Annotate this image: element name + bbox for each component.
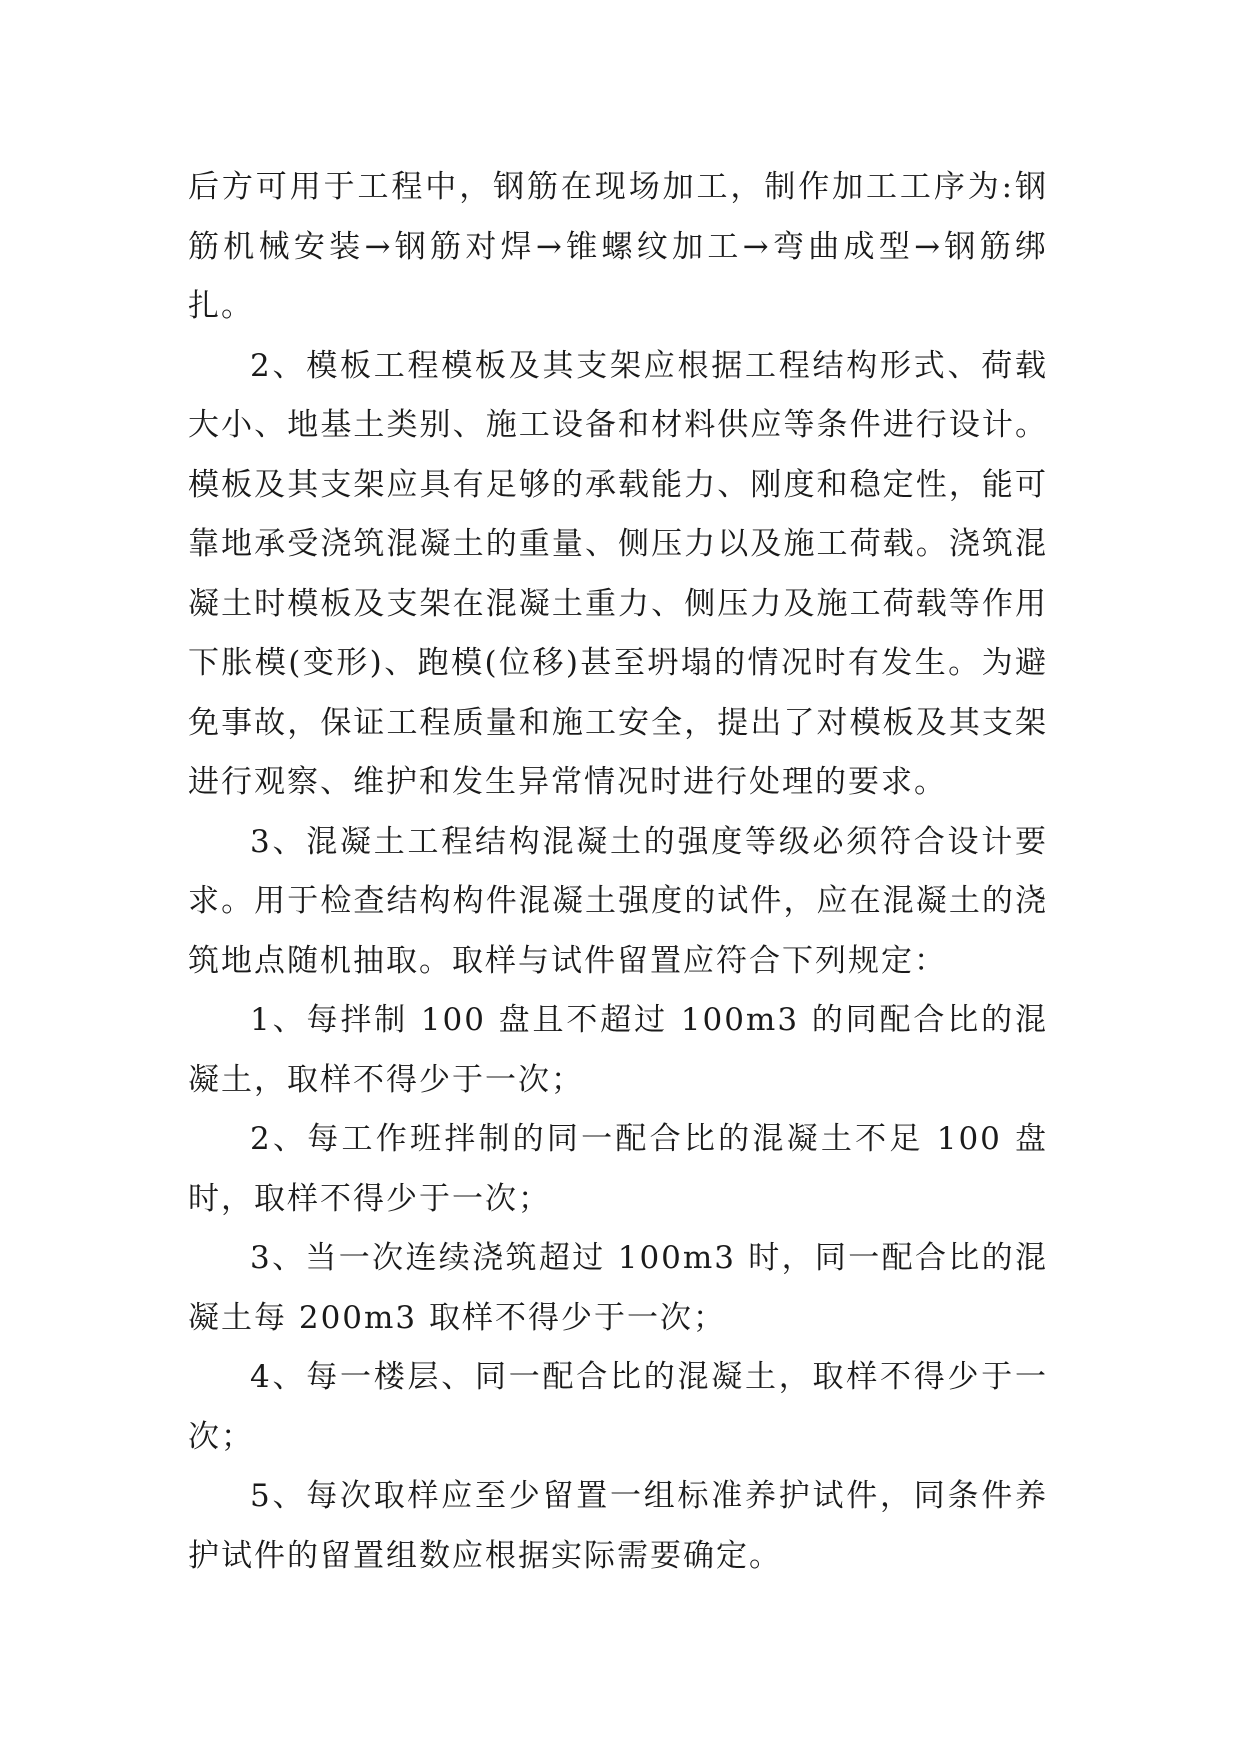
document-body: [188, 158, 1048, 1586]
list-item-rule-3: 3、当一次连续浇筑超过 100m3 时，同一配合比的混凝土每 200m3 取样不得少于一次；: [188, 1240, 1048, 1336]
paragraph-formwork: 2、模板工程模板及其支架应根据工程结构形式、荷载大小、地基土类别、施工设备和材料供应等条件进行设计。模板及其支架应具有足够的承载能力、刚度和稳定性，能可靠地承受浇筑混凝土的重量、侧压力以及施工荷载。浇筑混凝土时模板及支架在混凝土重力、侧压力及施工荷载等作用下胀模(变形)、跑模(位移)甚至坍塌的情况时有发生。为避免事故，保证工程质量和施工安全，提出了对模板及其支架进行观察、维护和发生异常情况时进行处理的要求。: [188, 347, 1048, 800]
list-item-rule-5: 5、每次取样应至少留置一组标准养护试件，同条件养护试件的留置组数应根据实际需要确定。: [188, 1478, 1048, 1574]
paragraph-rebar-process: 后方可用于工程中，钢筋在现场加工，制作加工工序为:钢筋机械安装→钢筋对焊→锥螺纹加工→弯曲成型→钢筋绑扎。: [188, 169, 1048, 324]
list-item-rule-4: 4、每一楼层、同一配合比的混凝土，取样不得少于一次；: [188, 1359, 1048, 1455]
paragraph-concrete: 3、混凝土工程结构混凝土的强度等级必须符合设计要求。用于检查结构构件混凝土强度的试件，应在混凝土的浇筑地点随机抽取。取样与试件留置应符合下列规定：: [188, 823, 1048, 979]
list-item-rule-1: 1、每拌制 100 盘且不超过 100m3 的同配合比的混凝土，取样不得少于一次；: [188, 1002, 1048, 1098]
list-item-rule-2: 2、每工作班拌制的同一配合比的混凝土不足 100 盘时，取样不得少于一次；: [188, 1121, 1048, 1217]
